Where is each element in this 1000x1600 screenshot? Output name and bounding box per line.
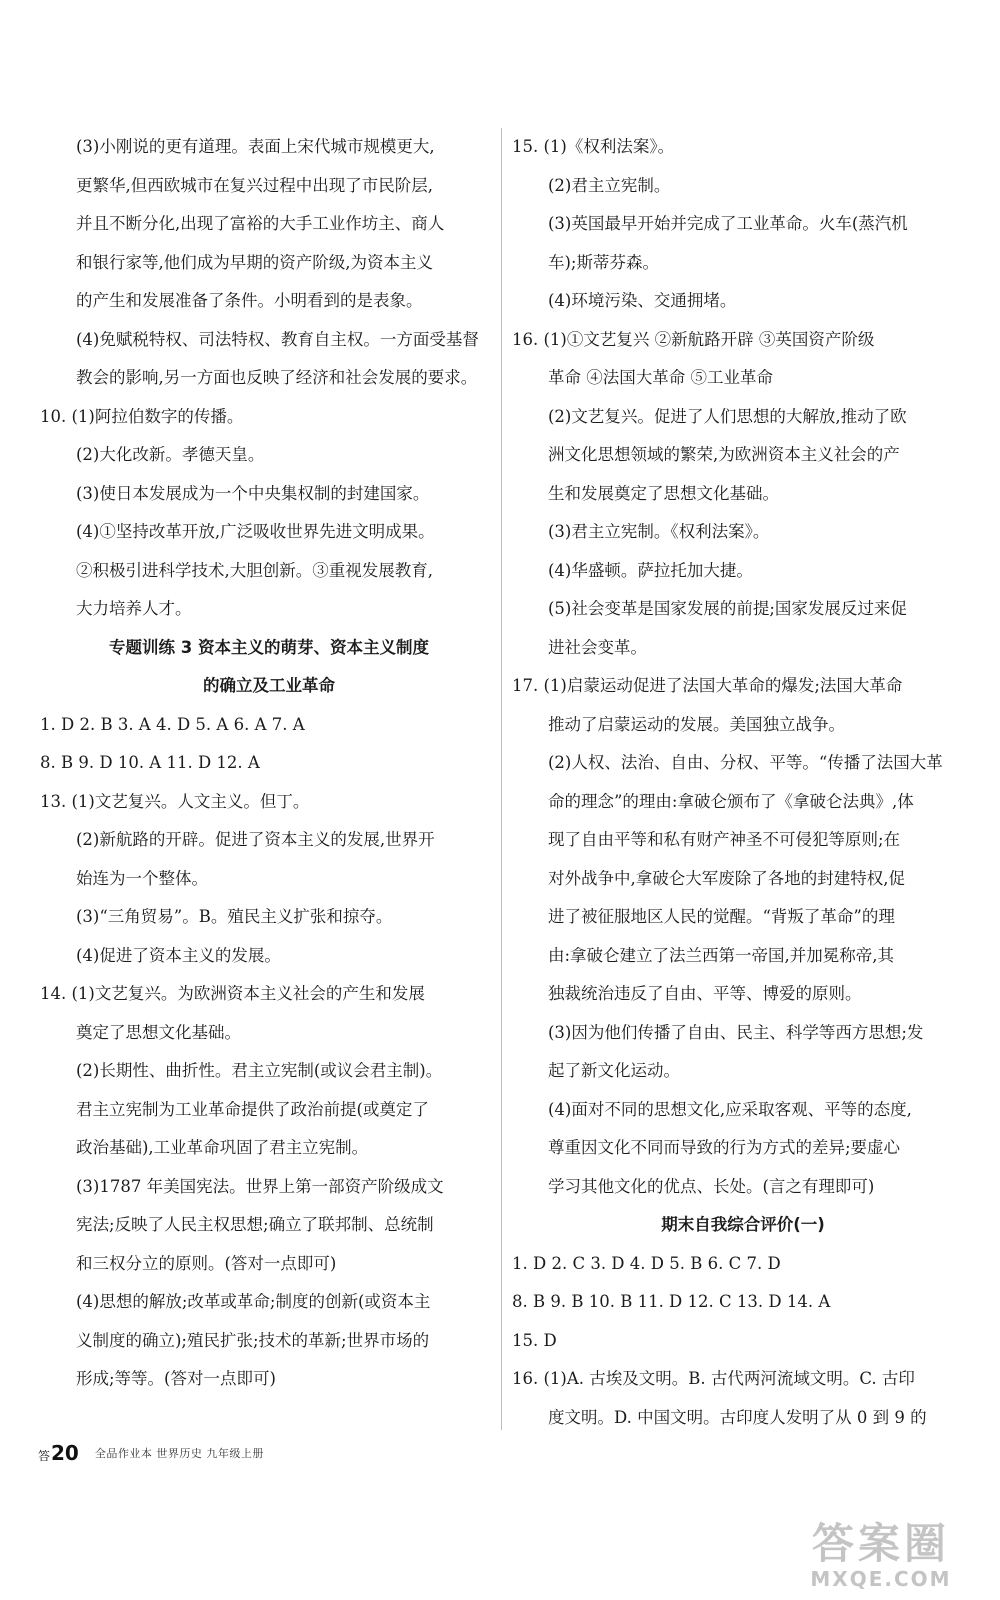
text-line: 15. D — [512, 1330, 557, 1350]
text-line: 起了新文化运动。 — [548, 1061, 680, 1080]
text-line: (3)君主立宪制。《权利法案》。 — [548, 522, 770, 541]
text-line: 8. B 9. D 10. A 11. D 12. A — [40, 753, 260, 772]
text-line: (2)文艺复兴。促进了人们思想的大解放,推动了欧 — [548, 406, 907, 426]
text-line: 政治基础),工业革命巩固了君主立宪制。 — [76, 1138, 369, 1157]
text-line: 教会的影响,另一方面也反映了经济和社会发展的要求。 — [76, 368, 478, 387]
text-line: 形成;等等。(答对一点即可) — [76, 1369, 276, 1388]
text-line: 14. (1)文艺复兴。为欧洲资本主义社会的产生和发展 — [40, 984, 425, 1003]
text-line: (2)大化改新。孝德天皇。 — [76, 445, 265, 464]
text-line: (2)君主立宪制。 — [548, 175, 671, 195]
text-line: (2)长期性、曲折性。君主立宪制(或议会君主制)。 — [76, 1061, 443, 1080]
text-line: (3)“三角贸易”。B。殖民主义扩张和掠夺。 — [76, 907, 393, 926]
text-line: 独裁统治违反了自由、平等、博爱的原则。 — [548, 984, 862, 1003]
text-line: 1. D 2. C 3. D 4. D 5. B 6. C 7. D — [512, 1253, 781, 1273]
text-line: (3)英国最早开始并完成了工业革命。火车(蒸汽机 — [548, 214, 908, 233]
right-column — [512, 128, 974, 1437]
text-line: 17. (1)启蒙运动促进了法国大革命的爆发;法国大革命 — [512, 676, 903, 695]
site-watermark — [766, 1516, 996, 1596]
book-title: 全品作业本 世界历史 九年级上册 — [94, 1447, 264, 1460]
watermark-url: MXQE.COM — [810, 1567, 952, 1591]
text-line: 推动了启蒙运动的发展。美国独立战争。 — [548, 714, 845, 734]
text-line: 革命 ④法国大革命 ⑤工业革命 — [548, 368, 773, 387]
text-line: (4)面对不同的思想文化,应采取客观、平等的态度, — [548, 1099, 912, 1119]
text-line: 进社会变革。 — [548, 637, 647, 657]
text-line: 车);斯蒂芬森。 — [548, 252, 659, 272]
text-line: 对外战争中,拿破仑大军废除了各地的封建特权,促 — [548, 868, 905, 888]
text-line: 并且不断分化,出现了富裕的大手工业作坊主、商人 — [76, 214, 445, 233]
text-line: 16. (1)①文艺复兴 ②新航路开辟 ③英国资产阶级 — [512, 329, 875, 349]
text-line: (3)1787 年美国宪法。世界上第一部资产阶级成文 — [76, 1176, 444, 1196]
text-line: 大力培养人才。 — [76, 599, 192, 618]
text-line: (4)思想的解放;改革或革命;制度的创新(或资本主 — [76, 1292, 431, 1311]
text-line: 始连为一个整体。 — [76, 868, 208, 888]
text-line: 1. D 2. B 3. A 4. D 5. A 6. A 7. A — [40, 714, 305, 734]
text-line: 的产生和发展准备了条件。小明看到的是表象。 — [76, 291, 423, 310]
text-line: 尊重因文化不同而导致的行为方式的差异;要虚心 — [548, 1138, 901, 1157]
text-line: 更繁华,但西欧城市在复兴过程中出现了市民阶层, — [76, 175, 433, 195]
text-line: (4)免赋税特权、司法特权、教育自主权。一方面受基督 — [76, 329, 479, 349]
text-line: 奠定了思想文化基础。 — [76, 1022, 241, 1042]
text-line: 由:拿破仑建立了法兰西第一帝国,并加冕称帝,其 — [548, 945, 895, 965]
text-line: 义制度的确立);殖民扩张;技术的革新;世界市场的 — [76, 1330, 430, 1350]
text-line: 宪法;反映了人民主权思想;确立了联邦制、总统制 — [76, 1215, 434, 1234]
text-line: 15. (1)《权利法案》。 — [512, 137, 675, 156]
text-line: (3)使日本发展成为一个中央集权制的封建国家。 — [76, 483, 430, 503]
text-line: (4)环境污染、交通拥堵。 — [548, 291, 737, 310]
text-line: (4)促进了资本主义的发展。 — [76, 945, 281, 965]
section-heading: 的确立及工业革命 — [203, 676, 335, 695]
text-line: (3)小刚说的更有道理。表面上宋代城市规模更大, — [76, 137, 435, 156]
text-line: 8. B 9. B 10. B 11. D 12. C 13. D 14. A — [512, 1292, 831, 1311]
text-line: 君主立宪制为工业革命提供了政治前提(或奠定了 — [76, 1099, 429, 1119]
watermark-logo: 答案圈 — [811, 1519, 950, 1568]
text-line: 现了自由平等和私有财产神圣不可侵犯等原则;在 — [548, 830, 901, 849]
section-heading: 期末自我综合评价(一) — [661, 1215, 825, 1234]
text-line: (5)社会变革是国家发展的前提;国家发展反过来促 — [548, 599, 907, 618]
text-line: 洲文化思想领域的繁荣,为欧洲资本主义社会的产 — [548, 445, 900, 464]
text-line: 命的理念”的理由:拿破仑颁布了《拿破仑法典》,体 — [548, 791, 914, 811]
text-line: 进了被征服地区人民的觉醒。“背叛了革命”的理 — [548, 907, 895, 926]
text-line: ②积极引进科学技术,大胆创新。③重视发展教育, — [76, 560, 433, 580]
text-line: (2)新航路的开辟。促进了资本主义的发展,世界开 — [76, 830, 435, 849]
text-line: 和三权分立的原则。(答对一点即可) — [76, 1253, 337, 1273]
page-number: 答20 — [38, 1441, 79, 1465]
column-divider — [501, 128, 502, 1430]
text-line: (4)华盛顿。萨拉托加大捷。 — [548, 560, 753, 580]
text-line: 10. (1)阿拉伯数字的传播。 — [40, 406, 244, 426]
text-line: 学习其他文化的优点、长处。(言之有理即可) — [548, 1176, 875, 1196]
text-line: (2)人权、法治、自由、分权、平等。“传播了法国大革 — [548, 753, 943, 772]
text-line: 13. (1)文艺复兴。人文主义。但丁。 — [40, 791, 310, 811]
page-footer — [38, 1440, 264, 1466]
text-line: (3)因为他们传播了自由、民主、科学等西方思想;发 — [548, 1022, 924, 1042]
text-line: 度文明。D. 中国文明。古印度人发明了从 0 到 9 的 — [548, 1407, 927, 1427]
text-line: (4)①坚持改革开放,广泛吸收世界先进文明成果。 — [76, 522, 435, 541]
text-line: 16. (1)A. 古埃及文明。B. 古代两河流域文明。C. 古印 — [512, 1369, 915, 1388]
text-line: 和银行家等,他们成为早期的资产阶级,为资本主义 — [76, 252, 433, 272]
text-line: 生和发展奠定了思想文化基础。 — [548, 483, 779, 503]
section-heading: 专题训练 3 资本主义的萌芽、资本主义制度 — [109, 637, 429, 657]
